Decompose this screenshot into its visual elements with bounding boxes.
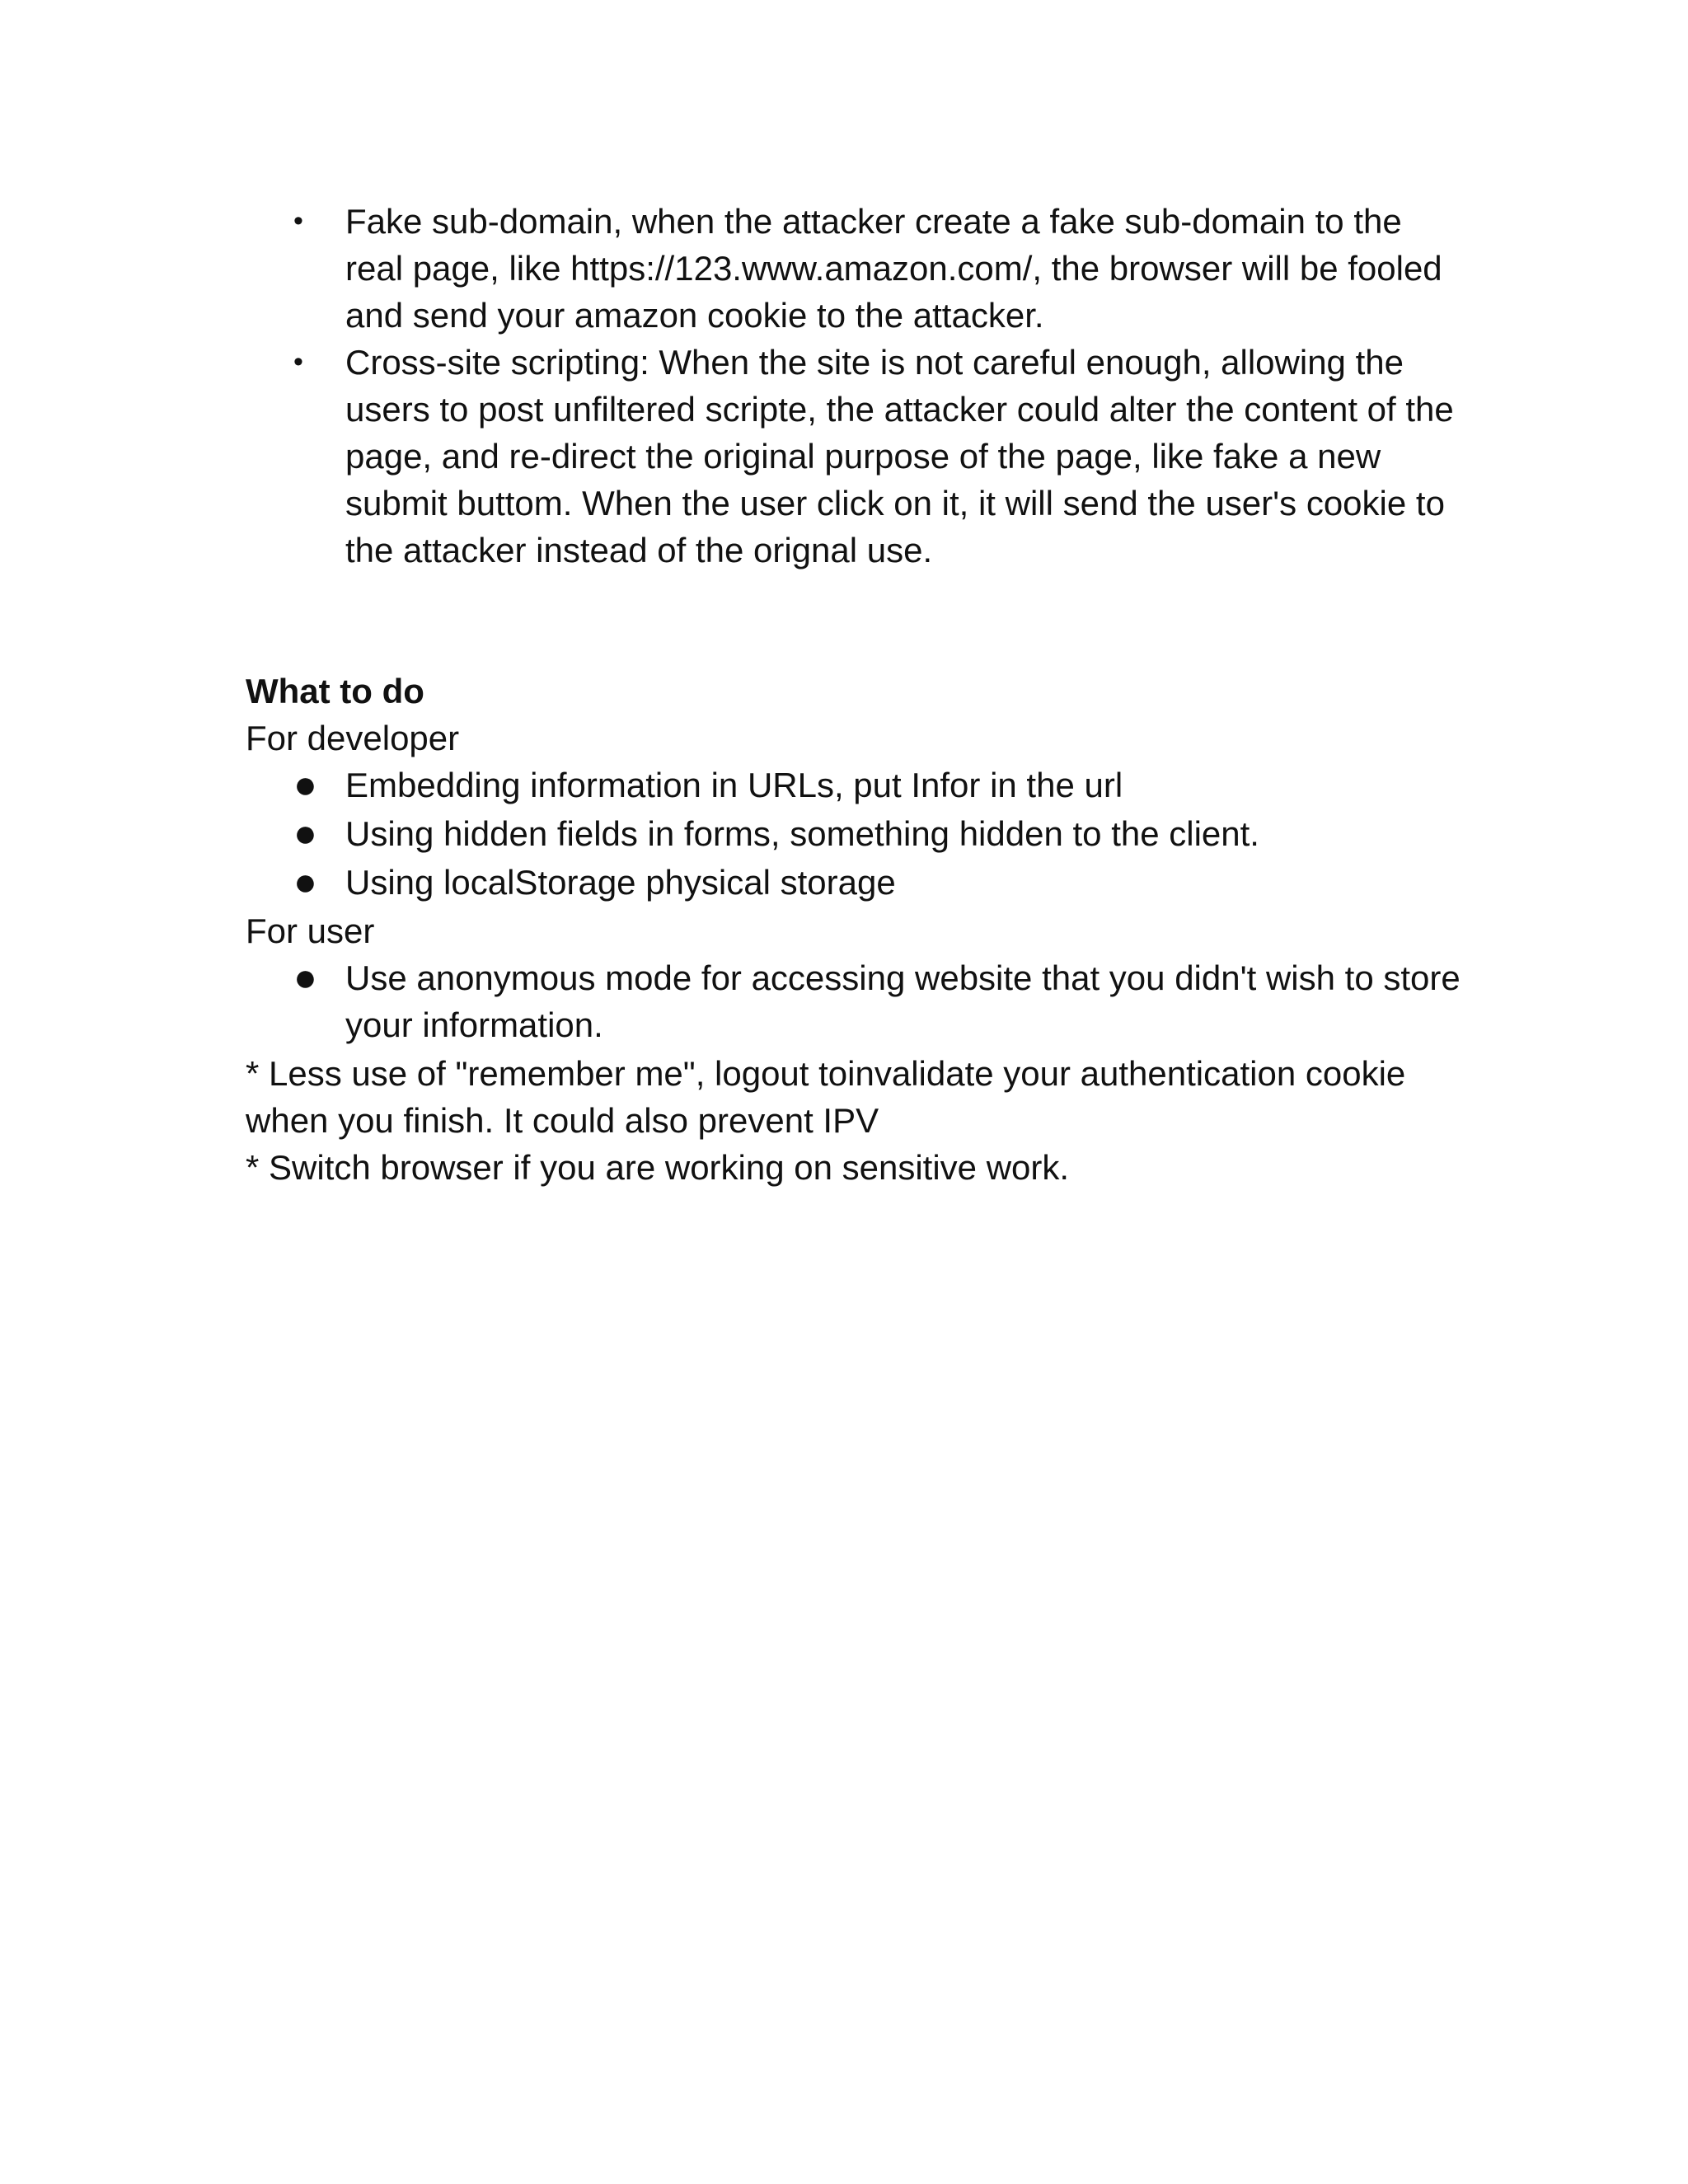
note-remember-me: * Less use of "remember me", logout toinvalidate your authentication cookie when you finish. It could also prevent IPV (246, 1054, 1406, 1140)
bullet-icon: • (293, 346, 303, 377)
list-item-text: Cross-site scripting: When the site is not careful enough, allowing the users to post unfiltered scripte, the attacker could alter the content of the page, and re-direct the original purpose of the page, like fake a new submit buttom. When the user click on it, it will send the user's cookie to the attacker instead of the orignal use. (345, 343, 1454, 569)
bullet-icon: ● (293, 956, 317, 1000)
list-item-text: Use anonymous mode for accessing website that you didn't wish to store your information. (345, 958, 1461, 1044)
list-item (246, 762, 1465, 808)
list-item (246, 339, 1465, 574)
bullet-icon: ● (293, 763, 317, 807)
list-item (246, 954, 1465, 1048)
developer-label: For developer (246, 719, 460, 757)
list-item-text: Fake sub-domain, when the attacker create a fake sub-domain to the real page, like https://123.www.amazon.com/, the browser will be fooled and send your amazon cookie to the attacker. (345, 202, 1442, 335)
section-heading: What to do (246, 672, 424, 710)
list-item (246, 198, 1465, 339)
note-switch-browser: * Switch browser if you are working on sensitive work. (246, 1148, 1070, 1187)
bullet-icon: • (293, 205, 303, 237)
attack-methods-list (246, 198, 1465, 574)
section-spacer (246, 574, 1465, 668)
user-list (246, 954, 1465, 1048)
list-item (246, 859, 1465, 906)
list-item (246, 810, 1465, 857)
document-content (246, 198, 1465, 1191)
list-item-text: Using hidden fields in forms, something hidden to the client. (345, 814, 1259, 853)
user-label: For user (246, 912, 375, 950)
developer-list (246, 762, 1465, 906)
bullet-icon: ● (293, 812, 317, 855)
bullet-icon: ● (293, 860, 317, 904)
list-item-text: Using localStorage physical storage (345, 863, 896, 902)
list-item-text: Embedding information in URLs, put Infor in the url (345, 766, 1123, 804)
